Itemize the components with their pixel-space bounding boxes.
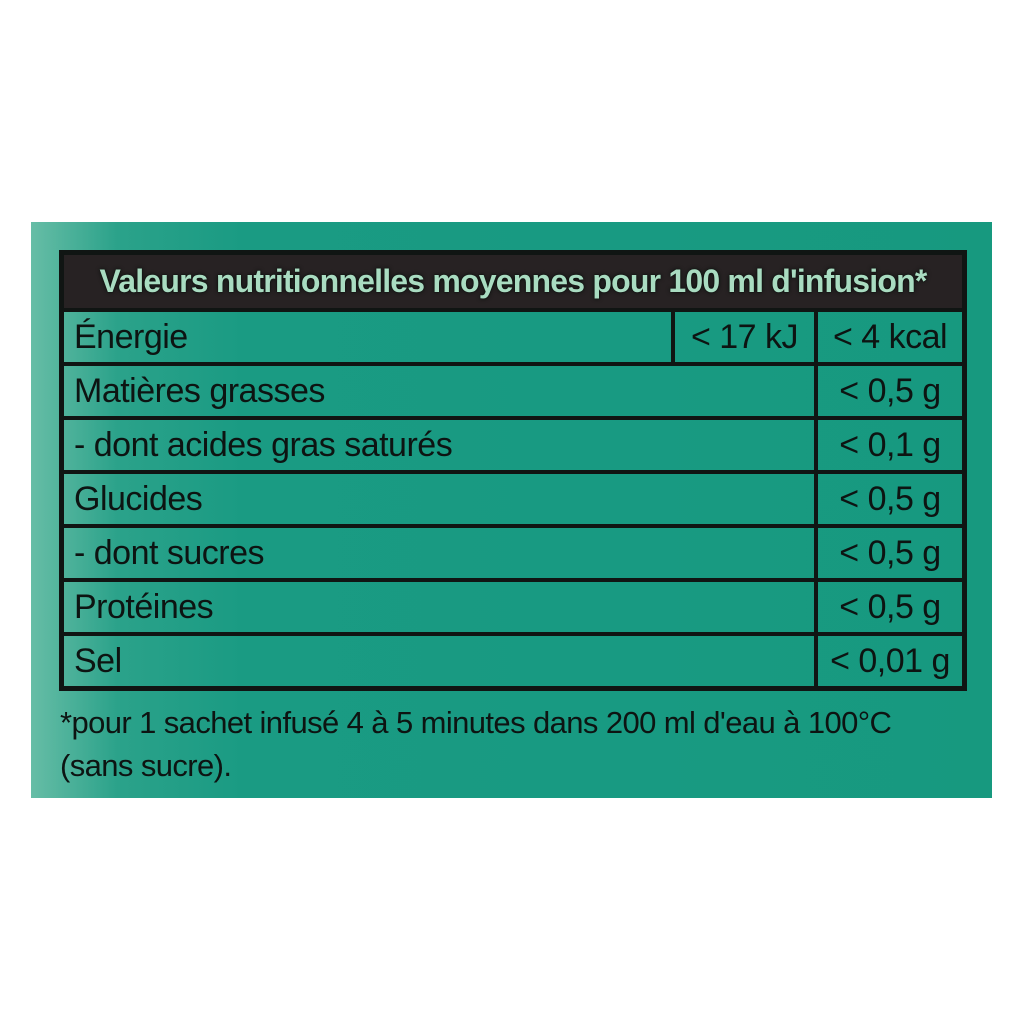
nutrition-table bbox=[59, 250, 967, 691]
footnote bbox=[60, 701, 891, 787]
table-row-energie bbox=[64, 308, 962, 362]
row-value-dont-sucres: < 0,5 g bbox=[814, 528, 962, 578]
table-row-acides-gras-satures bbox=[64, 416, 962, 470]
footnote-line-1: *pour 1 sachet infusé 4 à 5 minutes dans 200 ml d'eau à 100°C bbox=[60, 705, 892, 740]
row-value-energie-kcal: < 4 kcal bbox=[814, 312, 962, 362]
nutrition-panel bbox=[31, 222, 992, 798]
row-label-glucides: Glucides bbox=[74, 479, 203, 518]
row-label-dont-sucres: - dont sucres bbox=[74, 533, 265, 572]
row-label-acides-gras-satures: - dont acides gras saturés bbox=[74, 425, 453, 464]
table-row-glucides bbox=[64, 470, 962, 524]
row-value-proteines: < 0,5 g bbox=[814, 582, 962, 632]
row-value-sel: < 0,01 g bbox=[814, 636, 962, 686]
row-value-glucides: < 0,5 g bbox=[814, 474, 962, 524]
row-label-proteines: Protéines bbox=[74, 587, 214, 626]
row-label-matieres-grasses: Matières grasses bbox=[74, 371, 325, 410]
table-row-proteines bbox=[64, 578, 962, 632]
footnote-line-2: (sans sucre). bbox=[60, 748, 232, 783]
row-label-energie: Énergie bbox=[74, 317, 188, 356]
row-value-acides-gras-satures: < 0,1 g bbox=[814, 420, 962, 470]
row-label-sel: Sel bbox=[74, 641, 122, 680]
table-header-band bbox=[64, 255, 962, 308]
table-row-dont-sucres bbox=[64, 524, 962, 578]
table-row-sel bbox=[64, 632, 962, 686]
table-header-title: Valeurs nutritionnelles moyennes pour 100 ml d'infusion* bbox=[99, 263, 927, 299]
row-value-energie-kj: < 17 kJ bbox=[671, 312, 814, 362]
table-row-matieres-grasses bbox=[64, 362, 962, 416]
row-value-matieres-grasses: < 0,5 g bbox=[814, 366, 962, 416]
